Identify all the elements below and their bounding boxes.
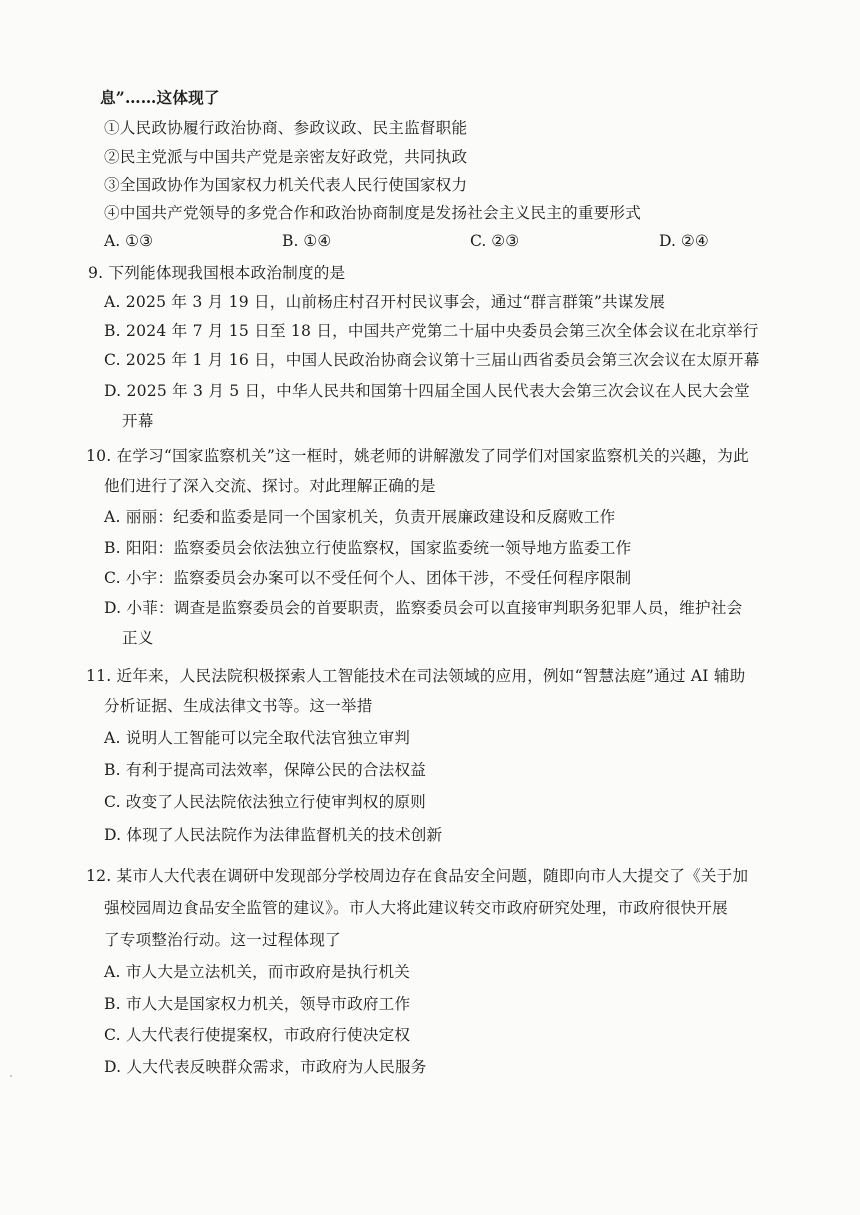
q11-option-b: B. 有利于提高司法效率，保障公民的合法权益	[104, 761, 427, 779]
q8-stem-end: 息”……这体现了	[100, 88, 220, 107]
q8-option-d: D. ②④	[659, 232, 709, 250]
q11-stem-line-1: 11. 近年来，人民法院积极探索人工智能技术在司法领域的应用，例如“智慧法庭”通过 AI 辅助	[86, 667, 746, 685]
q10-stem-line-1: 10. 在学习“国家监察机关”这一框时，姚老师的讲解激发了同学们对国家监察机关的兴趣，为此	[86, 447, 749, 465]
q11-option-a: A. 说明人工智能可以完全取代法官独立审判	[104, 729, 411, 747]
q10-option-d: D. 小菲：调查是监察委员会的首要职责，监察委员会可以直接审判职务犯罪人员，维护社会	[104, 599, 743, 617]
q12-stem-line-3: 了专项整治行动。这一过程体现了	[104, 931, 341, 949]
q10-option-a: A. 丽丽：纪委和监委是同一个国家机关，负责开展廉政建设和反腐败工作	[104, 508, 616, 526]
q12-stem-line-1: 12. 某市人大代表在调研中发现部分学校周边存在食品安全问题，随即向市人大提交了《关于加	[86, 867, 749, 885]
q12-option-b: B. 市人大是国家权力机关，领导市政府工作	[104, 995, 411, 1013]
q8-item-4: ④中国共产党领导的多党合作和政治协商制度是发扬社会主义民主的重要形式	[104, 204, 641, 222]
q8-item-2: ②民主党派与中国共产党是亲密友好政党，共同执政	[104, 148, 468, 166]
q12-option-d: D. 人大代表反映群众需求，市政府为人民服务	[104, 1058, 427, 1076]
q11-stem-line-2: 分析证据、生成法律文书等。这一举措	[104, 697, 373, 715]
q9-option-d-cont: 开幕	[122, 412, 154, 430]
q8-option-b: B. ①④	[282, 232, 332, 250]
q10-option-b: B. 阳阳：监察委员会依法独立行使监察权，国家监委统一领导地方监委工作	[104, 539, 632, 557]
scan-speck	[10, 1075, 12, 1077]
q9-option-d: D. 2025 年 3 月 5 日，中华人民共和国第十四届全国人民代表大会第三次会议在人民大会堂	[104, 382, 750, 400]
q9-option-b: B. 2024 年 7 月 15 日至 18 日，中国共产党第二十届中央委员会第三次全体会议在北京举行	[104, 322, 759, 340]
q9-option-a: A. 2025 年 3 月 19 日，山前杨庄村召开村民议事会，通过“群言群策”共谋发展	[104, 293, 666, 311]
q11-option-c: C. 改变了人民法院依法独立行使审判权的原则	[104, 793, 426, 811]
q8-item-3: ③全国政协作为国家权力机关代表人民行使国家权力	[104, 176, 468, 194]
q10-option-c: C. 小宇：监察委员会办案可以不受任何个人、团体干涉，不受任何程序限制	[104, 569, 632, 587]
q8-option-c: C. ②③	[470, 232, 520, 250]
q8-item-1: ①人民政协履行政治协商、参政议政、民主监督职能	[104, 119, 468, 137]
q12-option-a: A. 市人大是立法机关，而市政府是执行机关	[104, 963, 411, 981]
q9-stem: 9. 下列能体现我国根本政治制度的是	[88, 264, 346, 282]
q8-option-a: A. ①③	[104, 232, 154, 250]
q10-option-d-cont: 正义	[122, 629, 154, 647]
q9-option-c: C. 2025 年 1 月 16 日，中国人民政治协商会议第十三届山西省委员会第三次会议在太原开幕	[104, 351, 760, 369]
q12-option-c: C. 人大代表行使提案权，市政府行使决定权	[104, 1026, 411, 1044]
q11-option-d: D. 体现了人民法院作为法律监督机关的技术创新	[104, 826, 443, 844]
q12-stem-line-2: 强校园周边食品安全监管的建议》。市人大将此建议转交市政府研究处理，市政府很快开展	[104, 899, 728, 917]
q10-stem-line-2: 他们进行了深入交流、探讨。对此理解正确的是	[104, 477, 436, 495]
